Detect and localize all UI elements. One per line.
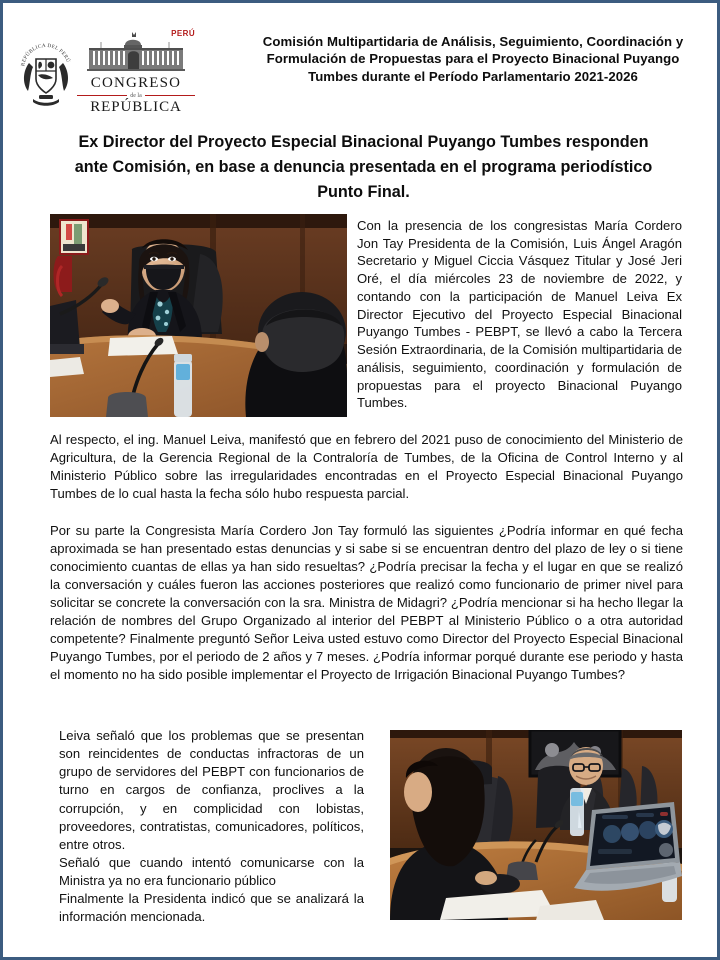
closing-paragraph-1: Leiva señaló que los problemas que se presentan son reincidentes de conductas infractoras de un grupo de servidores del PEBPT con funcionarios de turno en cargos de confianza, proclives a la corrupción, y en complicidad con lobistas, proveedores, contratistas, comunicadores, políticos, entre otros. [59,728,364,852]
closing-paragraph-3: Finalmente la Presidenta indicó que se analizará la información mencionada. [59,891,364,925]
svg-text:REPÚBLICA DEL PERÚ: REPÚBLICA DEL PERÚ [20,42,71,67]
congress-logo [17,29,197,119]
page-headline: Ex Director del Proyecto Especial Binacional Puyango Tumbes responden ante Comisión, en base a denuncia presentada en el programa periodístico Punto Final. [74,133,653,202]
intro-paragraph: Con la presencia de los congresistas María Cordero Jon Tay Presidenta de la Comisión, Luis Ángel Aragón Secretario y Miguel Ciccia Vásquez Titular y José Jeri Oré, el día miércoles 23 de noviembre de 2022, y contando con la participación de Manuel Leiva Ex Director Ejecutivo del Proyecto Especial Binacional Puyango Tumbes - PEBPT, se llevó a cabo la Tercera Sesión Extraordinaria, de la Comisión multipartidaria de análisis, seguimiento, coordinación y formulación de propuestas para el proyecto Binacional Puyango Tumbes. [357,218,682,411]
document-header [3,3,720,125]
body-paragraph-1: Al respecto, el ing. Manuel Leiva, manifestó que en febrero del 2021 puso de conocimiento del Ministerio de Agricultura, de la Gerencia Regional de la Contraloría de Tumbes, de la Oficina de Control Interno y al Ministerio Público sobre las irregularidades encontradas en el Proyecto Especial Binacional Puyango Tumbes de lo cual hasta la fecha sólo hubo respuesta parcial. [50,432,683,501]
dela-label: de la [130,92,142,99]
congreso-label: CONGRESO [90,75,182,91]
photo-session-videoconference [390,730,682,920]
republica-label: REPÚBLICA [90,98,182,115]
divider-rule-left [77,95,127,96]
congreso-wordmark [77,29,195,116]
peru-coat-of-arms-icon [17,29,75,111]
closing-text-block [59,727,364,926]
photo-committee-president [50,214,347,417]
divider-rule-right [145,95,195,96]
closing-paragraph-2: Señaló que cuando intentó comunicarse con la Ministra ya no era funcionario público [59,854,364,888]
page-inner [3,3,717,957]
peru-tag-label: PERÚ [171,29,195,38]
body-paragraph-2: Por su parte la Congresista María Cordero Jon Tay formuló las siguientes ¿Podría informar en qué fecha aproximada se han presentado estas denuncias y si sabe si se encuentran dentro del plazo de ley o si tiene conocimiento cuantas de ellas ya han sido resueltas? ¿Podría precisar la fecha y el lugar en que se realizó la conversación y cuáles fueron las acciones posteriores que realizó como funcionario de primer nivel para solicitar se concrete la conversación con la sra. Ministra de Midagri? ¿Podría mencionar si ha hecho llegar la relación de nombres del Grupo Organizado al interior del PEBPT al Ministerio Público o a otra autoridad competente? Finalmente preguntó Señor Leiva usted estuvo como Director del Proyecto Especial Binacional Puyango Tumbes, por el periodo de 2 años y 7 meses. ¿Podría informar porqué durante ese periodo y hasta el momento no ha sido posible implementar el Proyecto de Irrigación Binacional Puyango Tumbes? [50,523,683,682]
commission-title: Comisión Multipartidaria de Análisis, Seguimiento, Coordinación y Formulación de Propuestas para el Proyecto Binacional Puyango Tumbes durante el Período Parlamentario 2021-2026 [262,34,684,84]
congreso-divider [77,93,195,99]
